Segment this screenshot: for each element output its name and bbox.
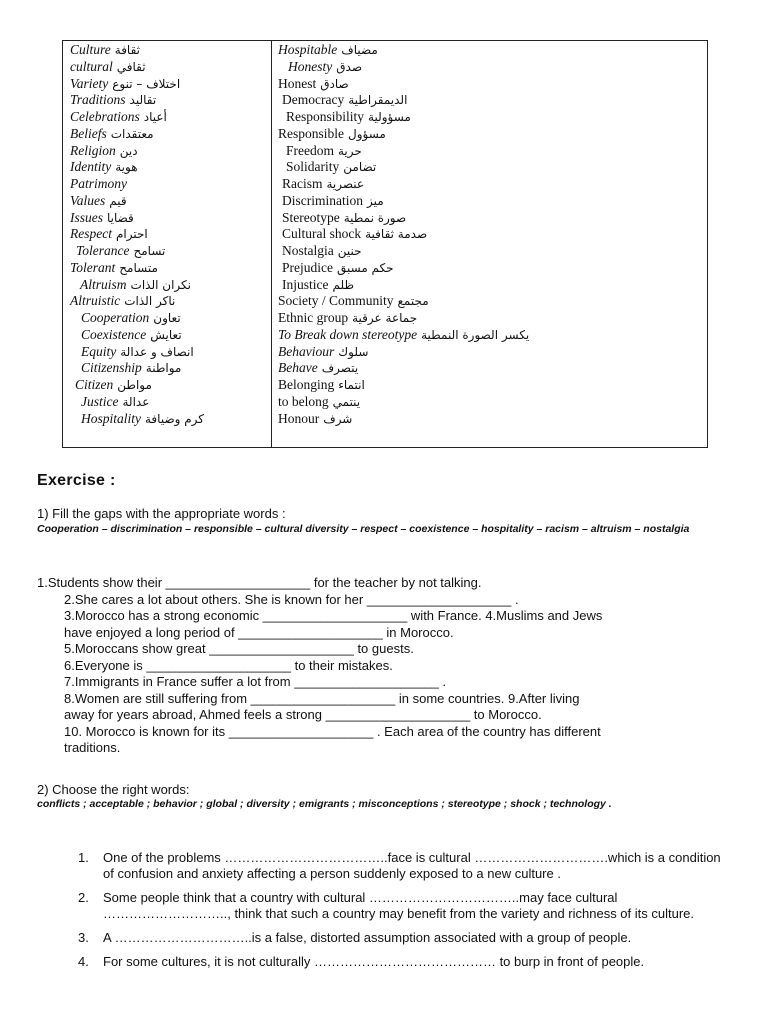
vocab-row xyxy=(278,327,707,344)
vocab-arabic: تقاليد xyxy=(129,93,157,108)
vocab-english: Responsible xyxy=(278,125,344,141)
vocab-arabic: يتصرف xyxy=(321,361,359,376)
vocab-arabic: عدالة xyxy=(122,394,150,409)
vocab-arabic: انصاف و عدالة xyxy=(120,344,194,359)
vocab-arabic: تضامن xyxy=(343,160,377,175)
vocab-row xyxy=(70,327,271,344)
vocab-english: Solidarity xyxy=(286,159,340,175)
question-text: For some cultures, it is not culturally …………………………………… to burp in front of people. xyxy=(103,954,645,969)
vocab-arabic: عنصرية xyxy=(326,177,365,191)
vocab-row xyxy=(278,226,707,243)
vocab-row xyxy=(70,76,271,93)
vocab-arabic: تعاون xyxy=(153,311,181,325)
vocab-row xyxy=(70,92,271,109)
vocab-arabic: كرم وضيافة xyxy=(145,411,205,426)
vocab-row xyxy=(70,176,271,193)
vocab-row xyxy=(70,260,271,277)
vocab-english: Respect xyxy=(70,226,112,242)
vocab-arabic: ثقافي xyxy=(116,59,146,74)
vocab-arabic: معتقدات xyxy=(110,126,154,141)
sentence-line: 10. Morocco is known for its ____________________ . Each area of the country has different xyxy=(64,723,601,739)
vocab-row xyxy=(278,176,707,193)
vocab-arabic: جماعة عرقية xyxy=(352,311,418,325)
question-text: One of the problems ………………………………..face is cultural ………………………….which is a condition of confusion and anxiety affecting a person suddenly exposed to a new culture . xyxy=(103,850,721,881)
vocab-english: Patrimony xyxy=(70,176,127,191)
vocab-english: Citizen xyxy=(75,377,114,392)
vocab-row xyxy=(70,109,271,126)
vocab-english: Freedom xyxy=(286,142,334,158)
vocab-english: Religion xyxy=(70,142,116,158)
vocab-row xyxy=(278,76,707,93)
vocab-row xyxy=(70,411,271,428)
vocab-english: Beliefs xyxy=(70,125,107,141)
vocab-row xyxy=(70,293,271,310)
vocab-english: Prejudice xyxy=(282,259,333,275)
vocab-row xyxy=(278,394,707,411)
vocab-arabic: مواطن xyxy=(117,378,152,392)
vocab-row xyxy=(278,193,707,210)
vocab-arabic: تعايش xyxy=(150,327,182,342)
vocab-row xyxy=(278,344,707,361)
vocab-arabic: صورة نمطية xyxy=(343,210,407,225)
vocab-row xyxy=(278,126,707,143)
vocab-english: Society / Community xyxy=(278,293,394,309)
sentence-line: 7.Immigrants in France suffer a lot from ____________________ . xyxy=(64,674,447,689)
vocab-arabic: نكران الذات xyxy=(130,277,191,292)
vocab-english: Discrimination xyxy=(282,192,363,208)
vocab-arabic: حكم مسبق xyxy=(336,260,394,275)
vocab-row xyxy=(70,193,271,210)
vocab-row xyxy=(70,344,271,361)
part2-instruction: 2) Choose the right words: xyxy=(37,782,190,797)
vocab-row xyxy=(278,293,707,310)
vocab-arabic: انتماء xyxy=(338,378,365,392)
vocab-arabic: احترام xyxy=(115,227,148,242)
vocab-arabic: تسامح xyxy=(133,244,166,258)
sentence-line: have enjoyed a long period of ____________________ in Morocco. xyxy=(64,624,454,640)
vocab-arabic: سلوك xyxy=(338,344,369,359)
vocab-arabic: صادق xyxy=(320,76,349,91)
vocab-arabic: متسامح xyxy=(119,260,158,275)
vocab-english: Nostalgia xyxy=(282,243,334,258)
vocab-row xyxy=(278,159,707,176)
vocab-arabic: قضايا xyxy=(107,210,134,225)
vocab-arabic: الديمقراطية xyxy=(348,93,408,108)
part1-word-bank: Cooperation – discrimination – responsible – cultural diversity – respect – coexistence – hospitality – racism – altruism – nostalgia xyxy=(37,523,690,535)
sentence-line: away for years abroad, Ahmed feels a strong ____________________ to Morocco. xyxy=(64,707,542,722)
sentence-line: 8.Women are still suffering from ____________________ in some countries. 9.After living xyxy=(64,690,580,706)
vocab-arabic: هوية xyxy=(115,160,138,175)
vocab-english: Behaviour xyxy=(278,343,335,359)
vocab-english: Hospitality xyxy=(81,410,141,426)
vocab-arabic: دين xyxy=(119,143,138,158)
vocab-english: Behave xyxy=(278,360,318,376)
vocab-english: cultural xyxy=(70,58,113,74)
vocab-english: Culture xyxy=(70,42,111,57)
vocab-row xyxy=(70,377,271,394)
vocab-row xyxy=(278,411,707,428)
question-number: 2. xyxy=(78,890,89,905)
vocab-row xyxy=(278,277,707,294)
vocab-row xyxy=(278,360,707,377)
vocab-arabic: مسؤولية xyxy=(368,110,411,124)
vocab-english: Equity xyxy=(81,343,117,359)
vocab-english: Democracy xyxy=(282,92,345,108)
vocab-english: Celebrations xyxy=(70,109,140,124)
vocab-english: Responsibility xyxy=(286,109,365,124)
vocab-arabic: مواطنة xyxy=(145,361,182,376)
question-item xyxy=(78,930,728,946)
vocab-row xyxy=(278,310,707,327)
part2-word-bank: conflicts ; acceptable ; behavior ; global ; diversity ; emigrants ; misconceptions ; stereotype ; shock ; technology . xyxy=(37,798,612,810)
vocab-english: Cultural shock xyxy=(282,226,362,242)
vocab-row xyxy=(70,126,271,143)
vocab-arabic: شرف xyxy=(323,411,353,426)
vocab-row xyxy=(278,42,707,59)
vocab-english: Tolerant xyxy=(70,259,116,275)
vocab-english: Honour xyxy=(278,410,320,426)
vocab-row xyxy=(278,59,707,76)
vocab-row xyxy=(70,360,271,377)
vocab-arabic: مسؤول xyxy=(348,126,386,141)
vocab-row xyxy=(70,243,271,260)
question-item xyxy=(78,850,728,882)
question-item xyxy=(78,890,728,922)
part1-sentences xyxy=(37,575,749,757)
vocab-english: Citizenship xyxy=(81,360,142,376)
sentence-line: 1.Students show their ____________________ for the teacher by not talking. xyxy=(37,575,482,590)
vocabulary-table xyxy=(62,40,708,448)
question-text: Some people think that a country with cultural ……………………………..may face cultural ……………………….., think that such a country may benefit from the variety and richness of its culture. xyxy=(103,890,694,921)
vocab-english: Justice xyxy=(81,393,119,409)
sentence-line: traditions. xyxy=(64,740,121,755)
vocab-row xyxy=(70,42,271,59)
vocab-english: Traditions xyxy=(70,92,126,108)
vocab-arabic: مجتمع xyxy=(397,294,429,309)
vocab-arabic: أعياد xyxy=(143,110,167,124)
sentence-line: 3.Morocco has a strong economic ____________________ with France. 4.Muslims and Jews xyxy=(64,608,603,623)
vocab-english: Honest xyxy=(278,75,317,91)
vocabulary-column-right xyxy=(272,41,707,447)
vocab-arabic: ينتمي xyxy=(332,394,361,409)
vocab-arabic: حرية xyxy=(338,143,362,158)
question-number: 4. xyxy=(78,954,89,969)
vocab-row xyxy=(70,277,271,294)
vocab-row xyxy=(70,143,271,160)
vocab-english: Altruism xyxy=(80,276,127,292)
vocab-row xyxy=(278,109,707,126)
part2-questions xyxy=(78,850,728,978)
vocab-row xyxy=(278,210,707,227)
vocab-arabic: حنين xyxy=(337,244,362,258)
vocabulary-column-left xyxy=(63,41,272,447)
vocab-row xyxy=(70,159,271,176)
question-number: 3. xyxy=(78,930,89,945)
vocab-english: Values xyxy=(70,192,106,208)
vocab-english: to belong xyxy=(278,393,329,409)
sentence-line: 2.She cares a lot about others. She is known for her ____________________ . xyxy=(64,591,519,607)
vocab-row xyxy=(278,377,707,394)
vocab-row xyxy=(278,143,707,160)
vocab-row xyxy=(70,210,271,227)
vocab-arabic: قيم xyxy=(109,193,127,208)
sentence-line: 6.Everyone is ____________________ to their mistakes. xyxy=(64,657,393,673)
vocab-arabic: ثقافة xyxy=(114,43,141,57)
vocab-english: Honesty xyxy=(288,58,333,74)
vocab-row xyxy=(70,310,271,327)
question-number: 1. xyxy=(78,850,89,865)
vocab-arabic: مضياف xyxy=(341,43,378,57)
vocab-row xyxy=(278,243,707,260)
vocab-arabic: يكسر الصورة النمطية xyxy=(421,327,530,342)
exercise-title: Exercise : xyxy=(37,472,116,489)
vocab-row xyxy=(278,260,707,277)
vocab-english: Coexistence xyxy=(81,326,147,342)
vocab-english: Ethnic group xyxy=(278,310,349,325)
vocab-english: Altruistic xyxy=(70,293,121,309)
vocab-english: Belonging xyxy=(278,377,335,392)
vocab-english: Racism xyxy=(282,176,323,191)
vocab-arabic: صدمة ثقافية xyxy=(365,227,428,242)
question-text: A …………………………..is a false, distorted assumption associated with a group of people. xyxy=(103,930,632,945)
vocab-arabic: صدق xyxy=(336,59,363,74)
vocab-arabic: ناكر الذات xyxy=(124,294,176,309)
vocab-english: Tolerance xyxy=(76,243,130,258)
vocab-english: Injustice xyxy=(282,276,329,292)
vocab-english: Identity xyxy=(70,159,112,175)
vocab-english: Hospitable xyxy=(278,42,338,57)
vocab-arabic: ظلم xyxy=(332,277,355,292)
vocab-row xyxy=(70,394,271,411)
vocab-english: Cooperation xyxy=(81,310,150,325)
vocab-row xyxy=(70,226,271,243)
vocab-arabic: اختلاف – تنوع xyxy=(112,76,181,91)
question-item xyxy=(78,954,728,970)
vocab-english: To Break down stereotype xyxy=(278,326,418,342)
vocab-row xyxy=(70,59,271,76)
vocab-english: Variety xyxy=(70,75,109,91)
part1-instruction: 1) Fill the gaps with the appropriate words : xyxy=(37,506,286,521)
vocab-arabic: ميز xyxy=(367,193,384,208)
vocab-english: Stereotype xyxy=(282,209,340,225)
vocab-english: Issues xyxy=(70,209,103,225)
sentence-line: 5.Moroccans show great ____________________ to guests. xyxy=(64,641,414,656)
vocab-row xyxy=(278,92,707,109)
